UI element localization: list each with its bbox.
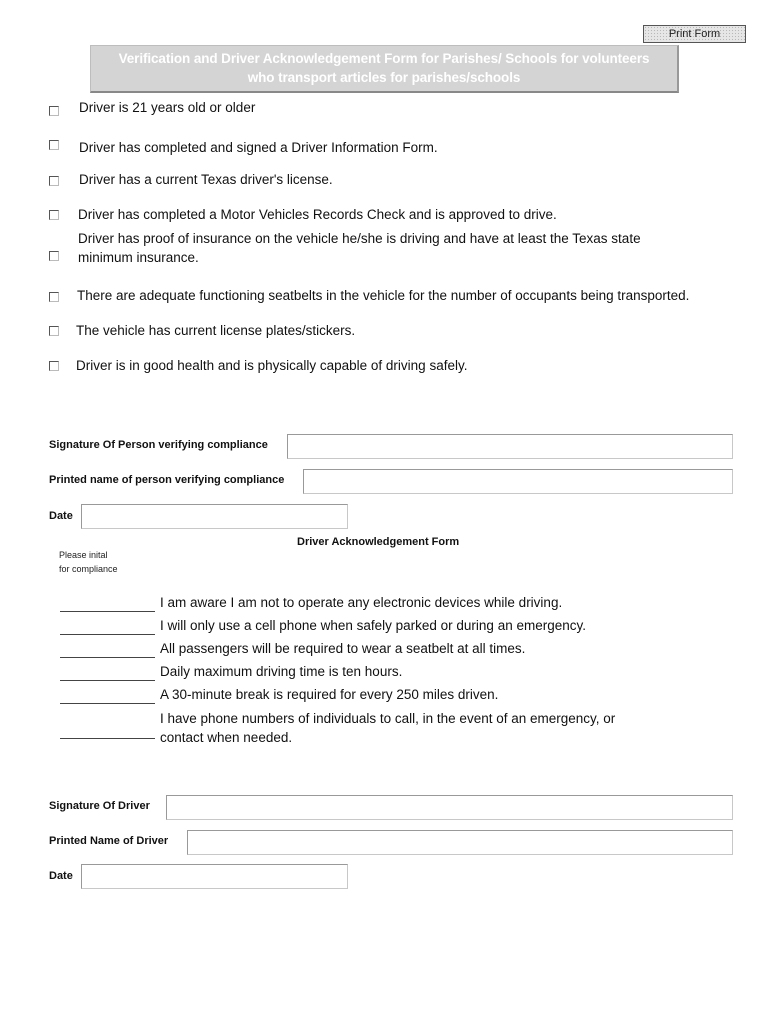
ack-item-break: A 30-minute break is required for every 250 miles driven. — [160, 687, 499, 702]
checkbox-insurance[interactable] — [49, 251, 59, 261]
ack-item-seatbelt: All passengers will be required to wear a seatbelt at all times. — [160, 641, 526, 656]
ack-item-phone-numbers-line-1: I have phone numbers of individuals to call, in the event of an emergency, or — [160, 711, 616, 726]
verifier-date-label: Date — [49, 510, 73, 522]
checklist-item-license-plates: The vehicle has current license plates/stickers. — [76, 323, 356, 338]
checklist-item-texas-license: Driver has a current Texas driver's license. — [79, 172, 333, 187]
form-title — [90, 45, 679, 93]
checklist-item-seatbelts: There are adequate functioning seatbelts in the vehicle for the number of occupants being transported. — [77, 288, 690, 303]
checkbox-good-health[interactable] — [49, 361, 59, 371]
ack-item-phone-numbers-line-2: contact when needed. — [160, 730, 293, 745]
initial-blank-cell-phone[interactable] — [60, 634, 155, 635]
initial-note-line-1: Please inital — [59, 550, 108, 560]
initial-blank-break[interactable] — [60, 703, 155, 704]
initial-blank-electronic-devices[interactable] — [60, 611, 155, 612]
checklist-item-good-health: Driver is in good health and is physically capable of driving safely. — [76, 358, 468, 373]
driver-printed-name-field[interactable] — [187, 830, 733, 855]
driver-printed-name-label: Printed Name of Driver — [49, 835, 169, 847]
driver-signature-label: Signature Of Driver — [49, 800, 150, 812]
verifier-printed-name-field[interactable] — [303, 469, 733, 494]
form-title-line-2: who transport articles for parishes/schools — [247, 70, 521, 85]
ack-item-cell-phone: I will only use a cell phone when safely parked or during an emergency. — [160, 618, 586, 633]
verifier-signature-field[interactable] — [287, 434, 733, 459]
driver-date-label: Date — [49, 870, 73, 882]
checkbox-mvr-check[interactable] — [49, 210, 59, 220]
checkbox-driver-age[interactable] — [49, 106, 59, 116]
print-form-button[interactable]: Print Form — [643, 25, 746, 43]
checklist-item-insurance-line-2: minimum insurance. — [78, 250, 199, 265]
form-title-line-1: Verification and Driver Acknowledgement Form for Parishes/ Schools for volunteers — [118, 51, 650, 66]
checkbox-texas-license[interactable] — [49, 176, 59, 186]
driver-date-field[interactable] — [81, 864, 348, 889]
checklist-item-driver-info-form: Driver has completed and signed a Driver Information Form. — [79, 140, 438, 155]
driver-signature-field[interactable] — [166, 795, 733, 820]
checkbox-seatbelts[interactable] — [49, 292, 59, 302]
checklist-item-mvr-check: Driver has completed a Motor Vehicles Records Check and is approved to drive. — [78, 207, 557, 222]
checklist-item-driver-age: Driver is 21 years old or older — [79, 100, 256, 115]
checkbox-license-plates[interactable] — [49, 326, 59, 336]
initial-blank-seatbelt[interactable] — [60, 657, 155, 658]
ack-item-electronic-devices: I am aware I am not to operate any electronic devices while driving. — [160, 595, 563, 610]
verifier-signature-label: Signature Of Person verifying compliance — [49, 439, 268, 451]
initial-blank-phone-numbers[interactable] — [60, 738, 155, 739]
acknowledgement-heading: Driver Acknowledgement Form — [297, 536, 460, 548]
checklist-item-insurance-line-1: Driver has proof of insurance on the vehicle he/she is driving and have at least the Texas state — [78, 231, 641, 246]
checkbox-driver-info-form[interactable] — [49, 140, 59, 150]
verifier-printed-name-label: Printed name of person verifying compliance — [49, 474, 285, 486]
ack-item-driving-time: Daily maximum driving time is ten hours. — [160, 664, 403, 679]
verifier-date-field[interactable] — [81, 504, 348, 529]
initial-note-line-2: for compliance — [59, 564, 118, 574]
initial-blank-driving-time[interactable] — [60, 680, 155, 681]
